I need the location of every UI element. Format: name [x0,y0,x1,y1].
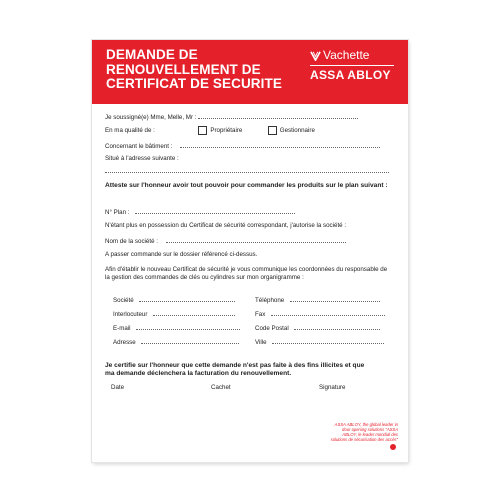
contact-email-field[interactable] [136,323,240,330]
contact-postcode-row [255,323,380,332]
contact-city-label: Ville [255,339,267,346]
title-line-2: RENOUVELLEMENT DE [106,61,261,77]
company-field[interactable] [166,236,346,243]
vachette-v-icon [310,50,321,61]
manager-label: Gestionnaire [279,127,315,135]
brand-divider [310,65,394,66]
building-field[interactable] [180,141,380,148]
company-label: Nom de la société : [105,238,158,245]
footer-note: ASSA ABLOY, the global leader in door opening solutions "ASSA ABLOY, le leader mondial des solutions de sécurisation des accès" [330,422,398,442]
attest-text: Atteste sur l'honneur avoir tout pouvoir pour commander les produits sur le plan suivant : [105,182,388,189]
contact-fax-label: Fax [255,311,266,318]
order-row [105,251,257,258]
sign-date-label: Date [111,384,125,391]
document-sheet [92,40,408,462]
brand-logo [310,48,402,82]
contact-phone-row [255,295,380,304]
title-line-1: DEMANDE DE [106,47,198,62]
requester-row [105,112,358,121]
authorize-row [105,222,346,229]
sign-signature-label: Signature [319,384,346,391]
owner-label: Propriétaire [210,127,243,135]
contact-email-label: E-mail [113,325,131,332]
plan-label: N° Plan : [105,209,130,216]
document-title [106,48,306,92]
contact-fax-field[interactable] [271,309,385,316]
brand-name: Vachette [323,48,370,62]
contact-address-label: Adresse [113,339,136,346]
contact-postcode-label: Code Postal [255,325,289,332]
contact-email-row [113,323,240,332]
contact-company-row [113,295,235,304]
building-label: Concernant le bâtiment : [105,143,173,150]
vachette-logo [310,48,402,62]
sign-stamp-label: Cachet [211,384,231,391]
contact-phone-label: Téléphone [255,297,285,304]
authorize-text: N'étant plus en possession du Certificat de sécurité correspondant, j'autorise la société : [105,222,347,229]
address-label: Situé à l'adresse suivante : [105,155,179,162]
address-row [105,155,179,162]
order-text: A passer commande sur le dossier référencé ci-dessus. [105,251,258,258]
brand-group: ASSA ABLOY [310,68,391,82]
owner-checkbox[interactable] [198,126,207,135]
contact-city-field[interactable] [272,337,384,344]
manager-checkbox[interactable] [268,126,277,135]
quality-row [105,126,315,135]
plan-field[interactable] [135,207,295,214]
header-banner [92,40,408,104]
contact-person-label: Interlocuteur [113,311,148,318]
contact-person-row [113,309,235,318]
contact-company-label: Société [113,297,134,304]
certify-text: Je certifie sur l'honneur que cette demande n'est pas faite à des fins illicites et que ma demande déclenchera la facturation du renouvellement. [105,362,365,377]
contact-person-field[interactable] [153,309,235,316]
address-field[interactable] [105,166,389,173]
contact-phone-field[interactable] [290,295,380,302]
contact-postcode-field[interactable] [294,323,380,330]
contact-fax-row [255,309,385,318]
plan-row [105,207,295,216]
requester-field[interactable] [198,112,358,119]
address-line-row [105,166,389,175]
brand-dot-icon [390,444,396,450]
contact-address-row [113,337,239,346]
contact-company-field[interactable] [139,295,235,302]
quality-label: En ma qualité de : [105,127,155,135]
contact-address-field[interactable] [141,337,239,344]
company-row [105,236,346,245]
building-row [105,141,380,150]
title-line-3: CERTIFICAT DE SECURITE [106,76,282,91]
contact-city-row [255,337,384,346]
contact-intro: Afin d'établir le nouveau Certificat de sécurité je vous communique les coordonnées du responsable de la gestion des commandes de clés ou cylindres sur mon organigramme : [105,266,388,281]
requester-label: Je soussigné(e) Mme, Melle, Mr : [105,114,197,121]
